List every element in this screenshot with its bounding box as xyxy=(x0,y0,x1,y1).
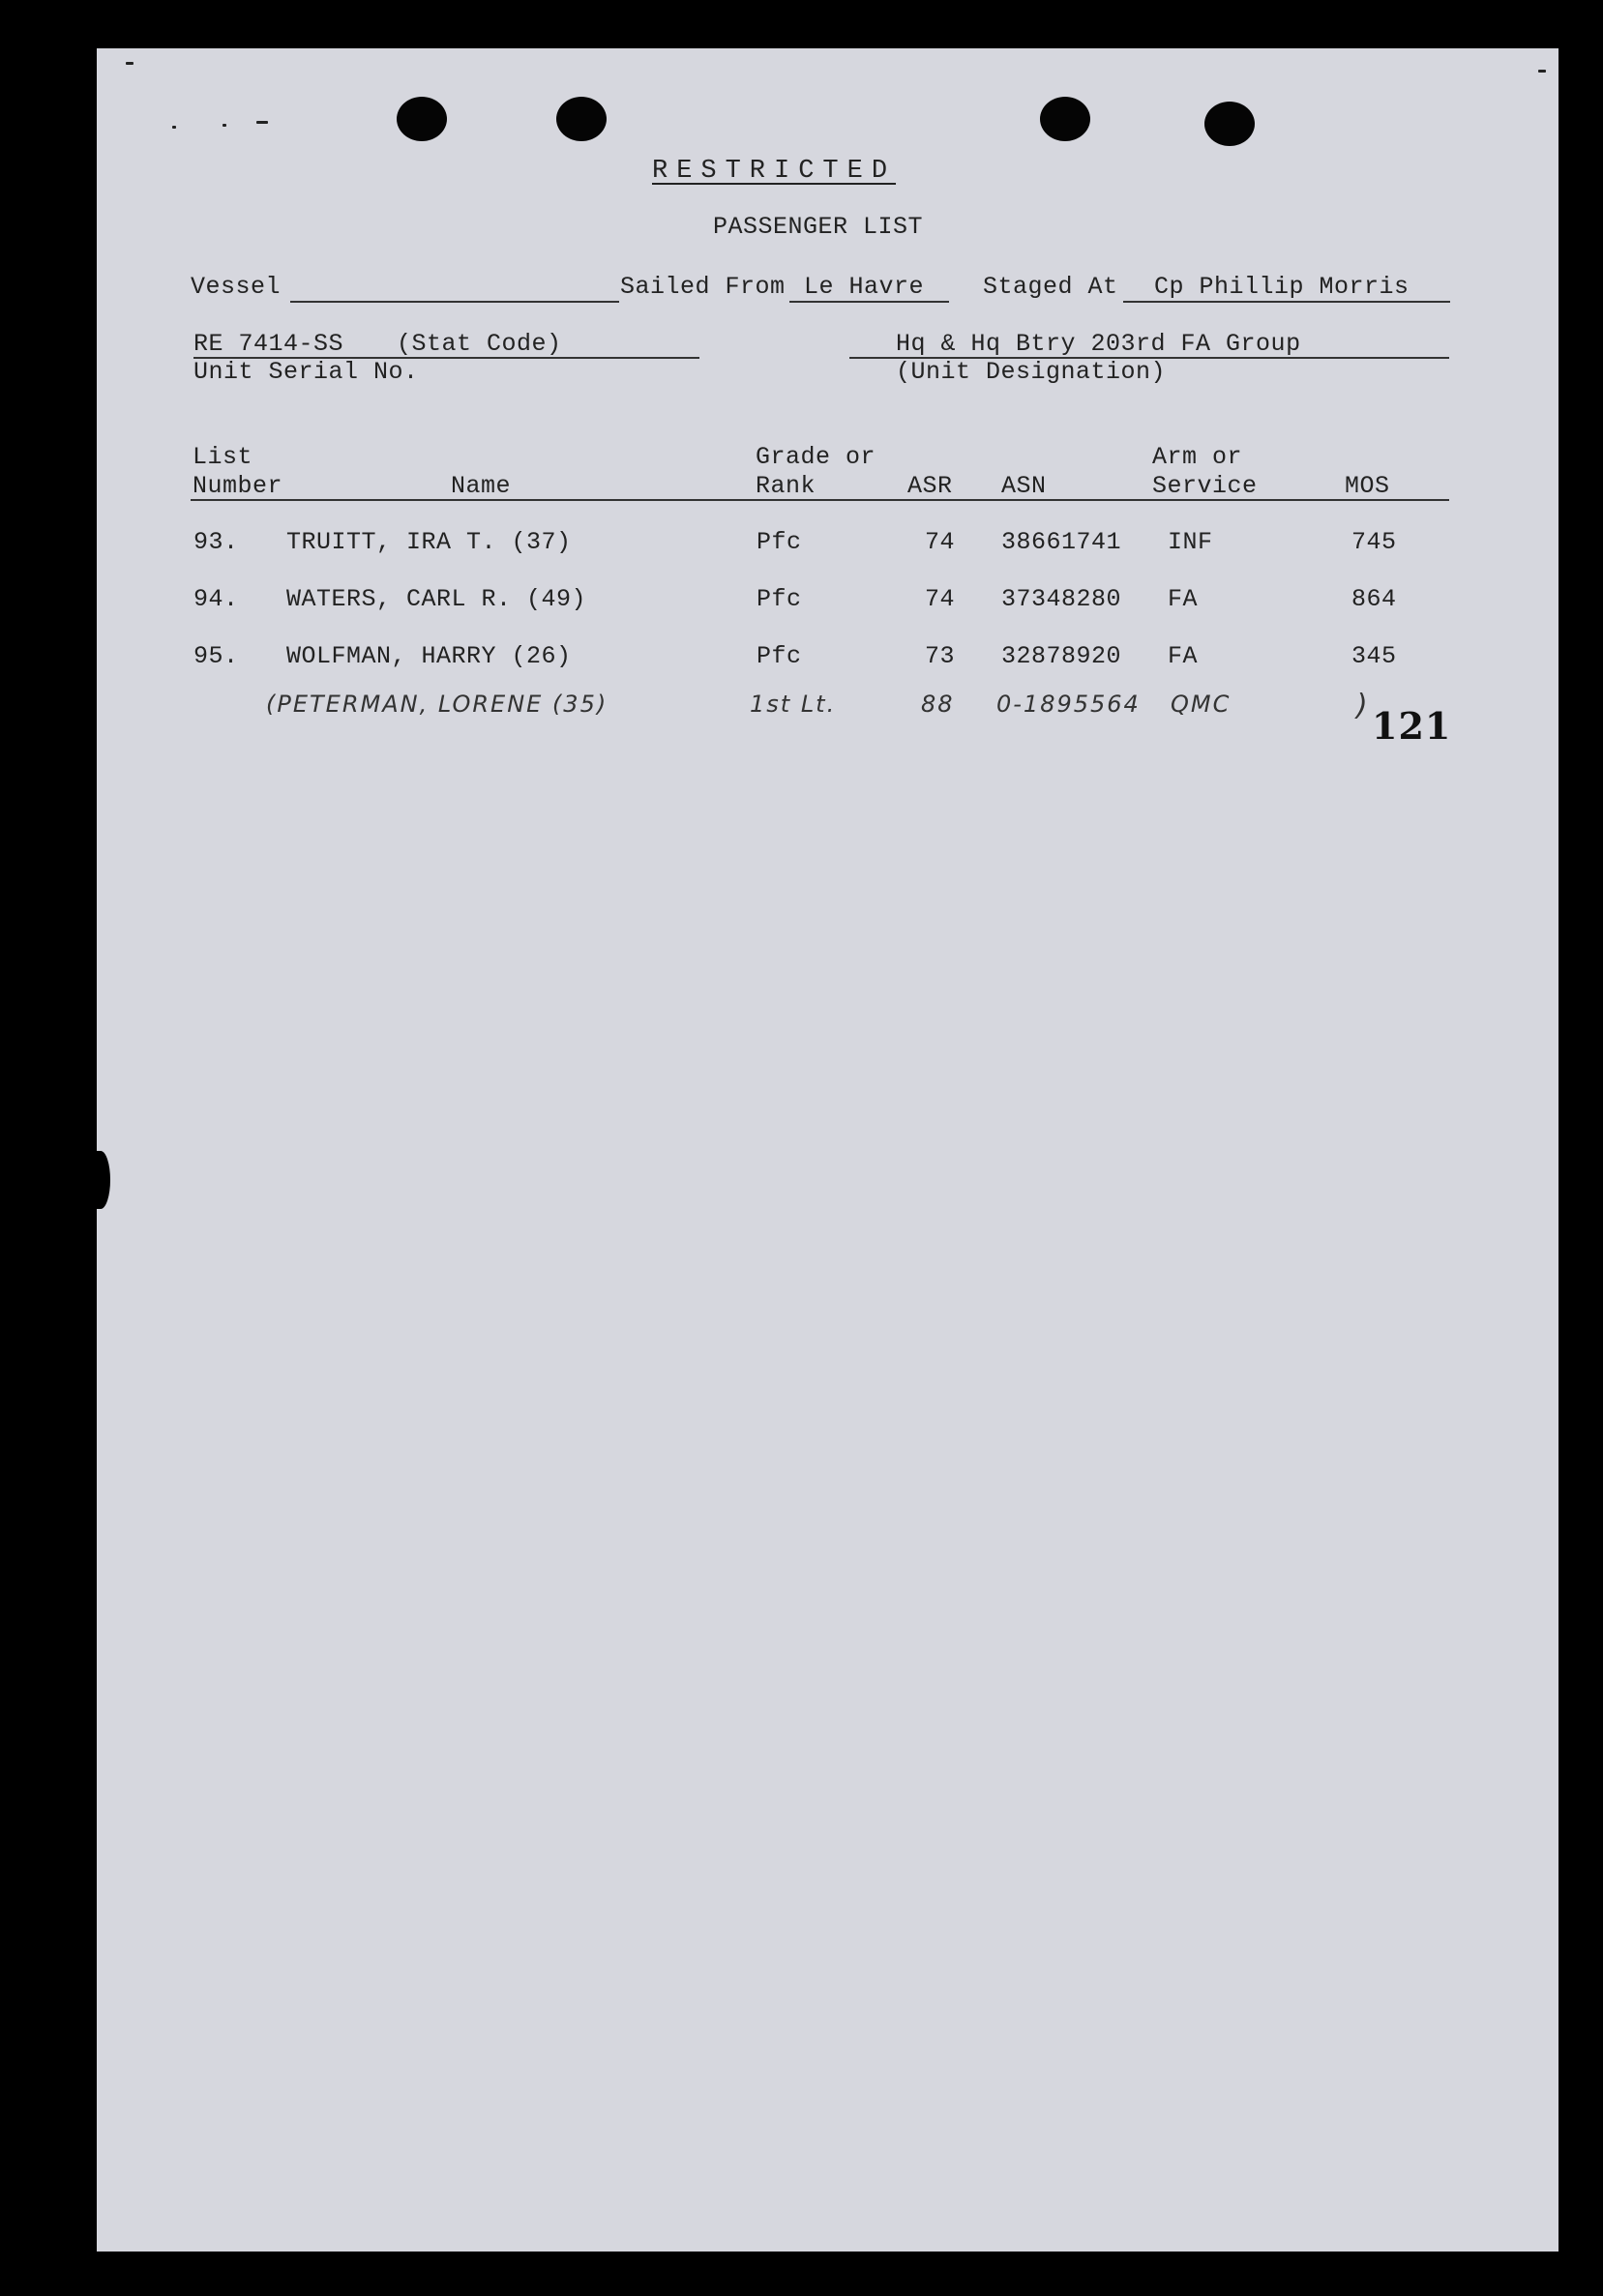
row-name: TRUITT, IRA T. (37) xyxy=(286,528,572,556)
sailed-from-label: Sailed From xyxy=(620,273,786,301)
document-page xyxy=(97,48,1558,2252)
col-asr: ASR xyxy=(907,472,953,500)
row-number: 94. xyxy=(193,585,239,613)
staged-at-value: Cp Phillip Morris xyxy=(1154,273,1410,301)
row-asn: 37348280 xyxy=(1001,585,1122,613)
staged-at-underline xyxy=(1123,301,1450,303)
unit-designation-value: Hq & Hq Btry 203rd FA Group xyxy=(896,330,1301,358)
staged-at-label: Staged At xyxy=(983,273,1118,301)
col-grade-line1: Grade or xyxy=(756,443,876,471)
col-list-number-line1: List xyxy=(193,443,253,471)
sailed-from-underline xyxy=(789,301,949,303)
row-asr: 74 xyxy=(925,528,956,556)
row-mos: 345 xyxy=(1351,642,1397,670)
col-list-number-line2: Number xyxy=(193,472,283,500)
handwritten-asr: 88 xyxy=(921,691,955,718)
punch-hole-3 xyxy=(1040,97,1090,141)
row-name: WATERS, CARL R. (49) xyxy=(286,585,587,613)
row-mos: 864 xyxy=(1351,585,1397,613)
punch-hole-2 xyxy=(556,97,607,141)
unit-serial-label: Unit Serial No. xyxy=(193,358,419,386)
unit-serial-value: RE 7414-SS xyxy=(193,330,344,358)
handwritten-grade: 1st Lt. xyxy=(750,691,837,718)
sailed-from-value: Le Havre xyxy=(804,273,925,301)
row-name: WOLFMAN, HARRY (26) xyxy=(286,642,572,670)
row-asn: 38661741 xyxy=(1001,528,1122,556)
row-mos: 745 xyxy=(1351,528,1397,556)
handwritten-bracket: ) xyxy=(1356,689,1370,722)
punch-hole-1 xyxy=(397,97,447,141)
col-grade-line2: Rank xyxy=(756,472,816,500)
row-number: 93. xyxy=(193,528,239,556)
classification-heading: RESTRICTED xyxy=(652,157,897,186)
document-title: PASSENGER LIST xyxy=(713,213,924,241)
row-asr: 73 xyxy=(925,642,956,670)
col-arm-line1: Arm or xyxy=(1152,443,1243,471)
col-arm-line2: Service xyxy=(1152,472,1258,500)
vessel-label: Vessel xyxy=(191,273,282,301)
row-arm: FA xyxy=(1168,585,1199,613)
punch-hole-4 xyxy=(1204,102,1255,146)
stamped-number: 121 xyxy=(1372,704,1452,748)
col-asn: ASN xyxy=(1001,472,1047,500)
row-grade: Pfc xyxy=(757,585,802,613)
row-grade: Pfc xyxy=(757,642,802,670)
row-arm: FA xyxy=(1168,642,1199,670)
col-name: Name xyxy=(451,472,512,500)
row-asn: 32878920 xyxy=(1001,642,1122,670)
row-arm: INF xyxy=(1168,528,1213,556)
handwritten-arm: QMC xyxy=(1171,691,1232,718)
row-number: 95. xyxy=(193,642,239,670)
torn-edge xyxy=(91,1151,110,1209)
row-grade: Pfc xyxy=(757,528,802,556)
unit-designation-label: (Unit Designation) xyxy=(896,358,1167,386)
header-underline xyxy=(191,499,1449,501)
col-mos: MOS xyxy=(1345,472,1390,500)
vessel-underline xyxy=(290,301,619,303)
handwritten-asn: 0-1895564 xyxy=(996,691,1141,718)
row-asr: 74 xyxy=(925,585,956,613)
handwritten-name: (PETERMAN, LORENE (35) xyxy=(266,691,609,718)
stat-code-label: (Stat Code) xyxy=(397,330,562,358)
